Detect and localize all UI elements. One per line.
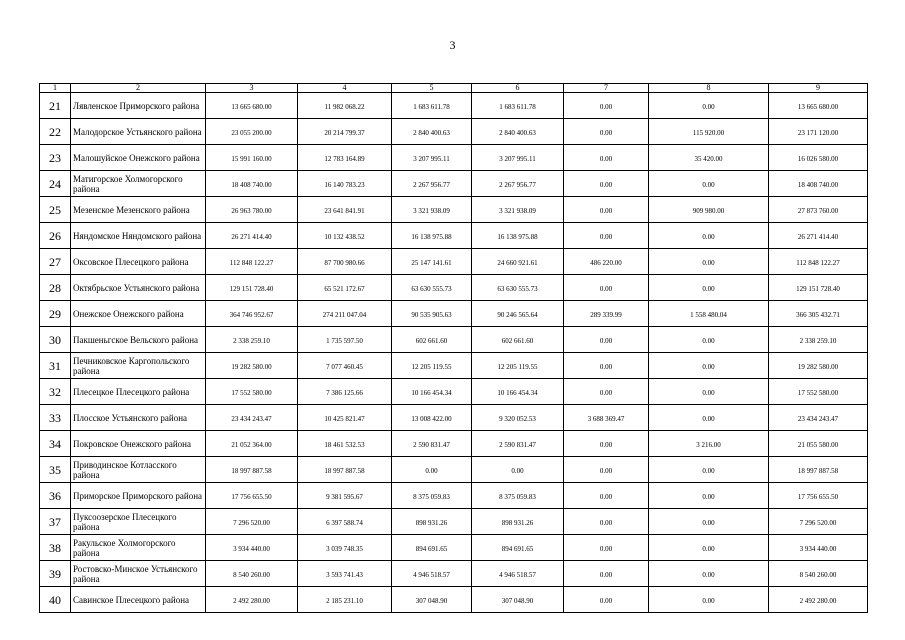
- value-col-6: 3 321 938.09: [472, 197, 564, 223]
- value-col-8: 0.00: [649, 587, 769, 613]
- table-row: [40, 301, 868, 327]
- row-number: 21: [40, 93, 71, 119]
- value-col-6: 602 661.60: [472, 327, 564, 353]
- value-col-6: 90 246 565.64: [472, 301, 564, 327]
- table-row: [40, 431, 868, 457]
- value-col-6: 24 660 921.61: [472, 249, 564, 275]
- row-number: 34: [40, 431, 71, 457]
- value-col-7: 0.00: [564, 197, 649, 223]
- value-col-7: 0.00: [564, 509, 649, 535]
- value-col-3: 23 055 200.00: [206, 119, 298, 145]
- value-col-7: 0.00: [564, 275, 649, 301]
- value-col-6: 9 320 052.53: [472, 405, 564, 431]
- table-row: [40, 249, 868, 275]
- value-col-9: 7 296 520.00: [769, 509, 868, 535]
- settlement-name: Оксовское Плесецкого района: [71, 249, 206, 275]
- value-col-6: 63 630 555.73: [472, 275, 564, 301]
- value-col-8: 0.00: [649, 535, 769, 561]
- value-col-3: 15 991 160.00: [206, 145, 298, 171]
- value-col-7: 0.00: [564, 171, 649, 197]
- value-col-3: 19 282 580.00: [206, 353, 298, 379]
- value-col-8: 115 920.00: [649, 119, 769, 145]
- value-col-9: 23 171 120.00: [769, 119, 868, 145]
- value-col-9: 3 934 440.00: [769, 535, 868, 561]
- table-row: [40, 145, 868, 171]
- value-col-4: 10 425 821.47: [298, 405, 392, 431]
- value-col-5: 90 535 905.63: [392, 301, 472, 327]
- value-col-9: 2 492 280.00: [769, 587, 868, 613]
- settlement-name: Покровское Онежского района: [71, 431, 206, 457]
- table-row: [40, 509, 868, 535]
- settlement-name: Лявленское Приморского района: [71, 93, 206, 119]
- table-row: [40, 275, 868, 301]
- value-col-8: 0.00: [649, 223, 769, 249]
- value-col-9: 2 338 259.10: [769, 327, 868, 353]
- value-col-5: 25 147 141.61: [392, 249, 472, 275]
- value-col-7: 0.00: [564, 353, 649, 379]
- settlement-name: Савинское Плесецкого района: [71, 587, 206, 613]
- row-number: 38: [40, 535, 71, 561]
- row-number: 36: [40, 483, 71, 509]
- value-col-3: 26 963 780.00: [206, 197, 298, 223]
- settlement-name: Малошуйское Онежского района: [71, 145, 206, 171]
- value-col-8: 0.00: [649, 275, 769, 301]
- value-col-5: 0.00: [392, 457, 472, 483]
- value-col-4: 7 386 125.66: [298, 379, 392, 405]
- value-col-4: 18 461 532.53: [298, 431, 392, 457]
- settlement-name: Малодорское Устьянского района: [71, 119, 206, 145]
- value-col-4: 3 039 748.35: [298, 535, 392, 561]
- value-col-8: 0.00: [649, 405, 769, 431]
- value-col-8: 909 980.00: [649, 197, 769, 223]
- table-row: [40, 457, 868, 483]
- value-col-6: 3 207 995.11: [472, 145, 564, 171]
- value-col-4: 6 397 588.74: [298, 509, 392, 535]
- settlement-name: Ракульское Холмогорского района: [71, 535, 206, 561]
- table-row: [40, 379, 868, 405]
- row-number: 28: [40, 275, 71, 301]
- value-col-8: 0.00: [649, 509, 769, 535]
- value-col-9: 16 026 580.00: [769, 145, 868, 171]
- row-number: 31: [40, 353, 71, 379]
- value-col-6: 16 138 975.88: [472, 223, 564, 249]
- settlement-name: Приводинское Котласского района: [71, 457, 206, 483]
- value-col-3: 112 848 122.27: [206, 249, 298, 275]
- settlement-name: Октябрьское Устьянского района: [71, 275, 206, 301]
- settlement-name: Онежское Онежского района: [71, 301, 206, 327]
- table-row: [40, 535, 868, 561]
- table-row: [40, 93, 868, 119]
- value-col-5: 3 207 995.11: [392, 145, 472, 171]
- value-col-4: 7 077 460.45: [298, 353, 392, 379]
- value-col-3: 364 746 952.67: [206, 301, 298, 327]
- value-col-6: 894 691.65: [472, 535, 564, 561]
- value-col-3: 17 756 655.50: [206, 483, 298, 509]
- value-col-6: 2 590 831.47: [472, 431, 564, 457]
- settlement-name: Няндомское Няндомского района: [71, 223, 206, 249]
- value-col-3: 17 552 580.00: [206, 379, 298, 405]
- value-col-9: 27 873 760.00: [769, 197, 868, 223]
- value-col-7: 0.00: [564, 93, 649, 119]
- settlement-name: Пуксоозерское Плесецкого района: [71, 509, 206, 535]
- column-header: 7: [564, 84, 649, 93]
- value-col-5: 12 205 119.55: [392, 353, 472, 379]
- value-col-7: 0.00: [564, 431, 649, 457]
- value-col-6: 2 840 400.63: [472, 119, 564, 145]
- value-col-8: 3 216.00: [649, 431, 769, 457]
- value-col-4: 10 132 438.52: [298, 223, 392, 249]
- value-col-4: 23 641 841.91: [298, 197, 392, 223]
- value-col-8: 35 420.00: [649, 145, 769, 171]
- value-col-4: 87 700 980.66: [298, 249, 392, 275]
- value-col-4: 2 185 231.10: [298, 587, 392, 613]
- settlement-name: Плосское Устьянского района: [71, 405, 206, 431]
- value-col-3: 2 492 280.00: [206, 587, 298, 613]
- value-col-7: 0.00: [564, 119, 649, 145]
- value-col-8: 1 558 480.04: [649, 301, 769, 327]
- value-col-4: 1 735 597.50: [298, 327, 392, 353]
- value-col-7: 486 220.00: [564, 249, 649, 275]
- value-col-6: 1 683 611.78: [472, 93, 564, 119]
- value-col-5: 2 840 400.63: [392, 119, 472, 145]
- value-col-3: 8 540 260.00: [206, 561, 298, 587]
- row-number: 27: [40, 249, 71, 275]
- value-col-8: 0.00: [649, 379, 769, 405]
- value-col-7: 0.00: [564, 561, 649, 587]
- value-col-5: 16 138 975.88: [392, 223, 472, 249]
- value-col-3: 21 052 364.00: [206, 431, 298, 457]
- column-header: 2: [71, 84, 206, 93]
- column-header: 1: [40, 84, 71, 93]
- column-header: 5: [392, 84, 472, 93]
- value-col-3: 18 997 887.58: [206, 457, 298, 483]
- row-number: 24: [40, 171, 71, 197]
- value-col-9: 129 151 728.40: [769, 275, 868, 301]
- value-col-7: 289 339.99: [564, 301, 649, 327]
- settlement-name: Мезенское Мезенского района: [71, 197, 206, 223]
- value-col-6: 4 946 518.57: [472, 561, 564, 587]
- value-col-6: 0.00: [472, 457, 564, 483]
- table-row: [40, 327, 868, 353]
- value-col-4: 20 214 799.37: [298, 119, 392, 145]
- column-header-row: [40, 84, 868, 93]
- value-col-8: 0.00: [649, 249, 769, 275]
- table-row: [40, 197, 868, 223]
- value-col-9: 19 282 580.00: [769, 353, 868, 379]
- table-row: [40, 405, 868, 431]
- column-header: 8: [649, 84, 769, 93]
- value-col-8: 0.00: [649, 171, 769, 197]
- page-number: 3: [449, 38, 456, 52]
- value-col-8: 0.00: [649, 353, 769, 379]
- value-col-5: 10 166 454.34: [392, 379, 472, 405]
- value-col-5: 602 661.60: [392, 327, 472, 353]
- table-row: [40, 561, 868, 587]
- value-col-6: 10 166 454.34: [472, 379, 564, 405]
- value-col-3: 23 434 243.47: [206, 405, 298, 431]
- value-col-8: 0.00: [649, 561, 769, 587]
- value-col-3: 7 296 520.00: [206, 509, 298, 535]
- table-row: [40, 587, 868, 613]
- value-col-7: 3 688 369.47: [564, 405, 649, 431]
- value-col-4: 12 783 164.89: [298, 145, 392, 171]
- value-col-8: 0.00: [649, 93, 769, 119]
- value-col-5: 2 267 956.77: [392, 171, 472, 197]
- budget-table: [39, 83, 868, 613]
- row-number: 26: [40, 223, 71, 249]
- table-body: [40, 84, 868, 613]
- settlement-name: Печниковское Каргопольского района: [71, 353, 206, 379]
- value-col-8: 0.00: [649, 457, 769, 483]
- value-col-4: 274 211 047.04: [298, 301, 392, 327]
- value-col-6: 12 205 119.55: [472, 353, 564, 379]
- value-col-7: 0.00: [564, 483, 649, 509]
- value-col-3: 2 338 259.10: [206, 327, 298, 353]
- value-col-4: 18 997 887.58: [298, 457, 392, 483]
- settlement-name: Матигорское Холмогорского района: [71, 171, 206, 197]
- table-row: [40, 119, 868, 145]
- column-header: 9: [769, 84, 868, 93]
- table-row: [40, 171, 868, 197]
- value-col-7: 0.00: [564, 327, 649, 353]
- value-col-4: 3 593 741.43: [298, 561, 392, 587]
- value-col-7: 0.00: [564, 587, 649, 613]
- value-col-3: 3 934 440.00: [206, 535, 298, 561]
- column-header: 6: [472, 84, 564, 93]
- value-col-3: 18 408 740.00: [206, 171, 298, 197]
- value-col-5: 1 683 611.78: [392, 93, 472, 119]
- value-col-9: 13 665 680.00: [769, 93, 868, 119]
- value-col-6: 8 375 059.83: [472, 483, 564, 509]
- value-col-4: 65 521 172.67: [298, 275, 392, 301]
- row-number: 33: [40, 405, 71, 431]
- value-col-6: 2 267 956.77: [472, 171, 564, 197]
- value-col-5: 2 590 831.47: [392, 431, 472, 457]
- value-col-5: 13 008 422.00: [392, 405, 472, 431]
- settlement-name: Плесецкое Плесецкого района: [71, 379, 206, 405]
- value-col-9: 366 305 432.71: [769, 301, 868, 327]
- value-col-7: 0.00: [564, 145, 649, 171]
- row-number: 39: [40, 561, 71, 587]
- value-col-5: 4 946 518.57: [392, 561, 472, 587]
- row-number: 30: [40, 327, 71, 353]
- value-col-9: 18 997 887.58: [769, 457, 868, 483]
- value-col-7: 0.00: [564, 379, 649, 405]
- value-col-7: 0.00: [564, 457, 649, 483]
- table-row: [40, 223, 868, 249]
- value-col-9: 18 408 740.00: [769, 171, 868, 197]
- value-col-5: 63 630 555.73: [392, 275, 472, 301]
- row-number: 37: [40, 509, 71, 535]
- value-col-9: 23 434 243.47: [769, 405, 868, 431]
- value-col-9: 17 552 580.00: [769, 379, 868, 405]
- row-number: 29: [40, 301, 71, 327]
- value-col-6: 307 048.90: [472, 587, 564, 613]
- value-col-3: 129 151 728.40: [206, 275, 298, 301]
- value-col-4: 11 982 068.22: [298, 93, 392, 119]
- value-col-7: 0.00: [564, 223, 649, 249]
- row-number: 23: [40, 145, 71, 171]
- value-col-3: 13 665 680.00: [206, 93, 298, 119]
- value-col-9: 112 848 122.27: [769, 249, 868, 275]
- column-header: 3: [206, 84, 298, 93]
- value-col-5: 3 321 938.09: [392, 197, 472, 223]
- value-col-5: 898 931.26: [392, 509, 472, 535]
- value-col-6: 898 931.26: [472, 509, 564, 535]
- row-number: 25: [40, 197, 71, 223]
- value-col-4: 9 381 595.67: [298, 483, 392, 509]
- value-col-8: 0.00: [649, 483, 769, 509]
- value-col-9: 8 540 260.00: [769, 561, 868, 587]
- settlement-name: Приморское Приморского района: [71, 483, 206, 509]
- value-col-5: 8 375 059.83: [392, 483, 472, 509]
- value-col-4: 16 140 783.23: [298, 171, 392, 197]
- value-col-9: 21 055 580.00: [769, 431, 868, 457]
- settlement-name: Ростовско-Минское Устьянского района: [71, 561, 206, 587]
- row-number: 32: [40, 379, 71, 405]
- value-col-3: 26 271 414.40: [206, 223, 298, 249]
- column-header: 4: [298, 84, 392, 93]
- value-col-9: 26 271 414.40: [769, 223, 868, 249]
- table-row: [40, 483, 868, 509]
- value-col-9: 17 756 655.50: [769, 483, 868, 509]
- table-row: [40, 353, 868, 379]
- value-col-5: 894 691.65: [392, 535, 472, 561]
- value-col-7: 0.00: [564, 535, 649, 561]
- settlement-name: Пакшеньгское Вельского района: [71, 327, 206, 353]
- value-col-5: 307 048.90: [392, 587, 472, 613]
- value-col-8: 0.00: [649, 327, 769, 353]
- row-number: 40: [40, 587, 71, 613]
- row-number: 35: [40, 457, 71, 483]
- row-number: 22: [40, 119, 71, 145]
